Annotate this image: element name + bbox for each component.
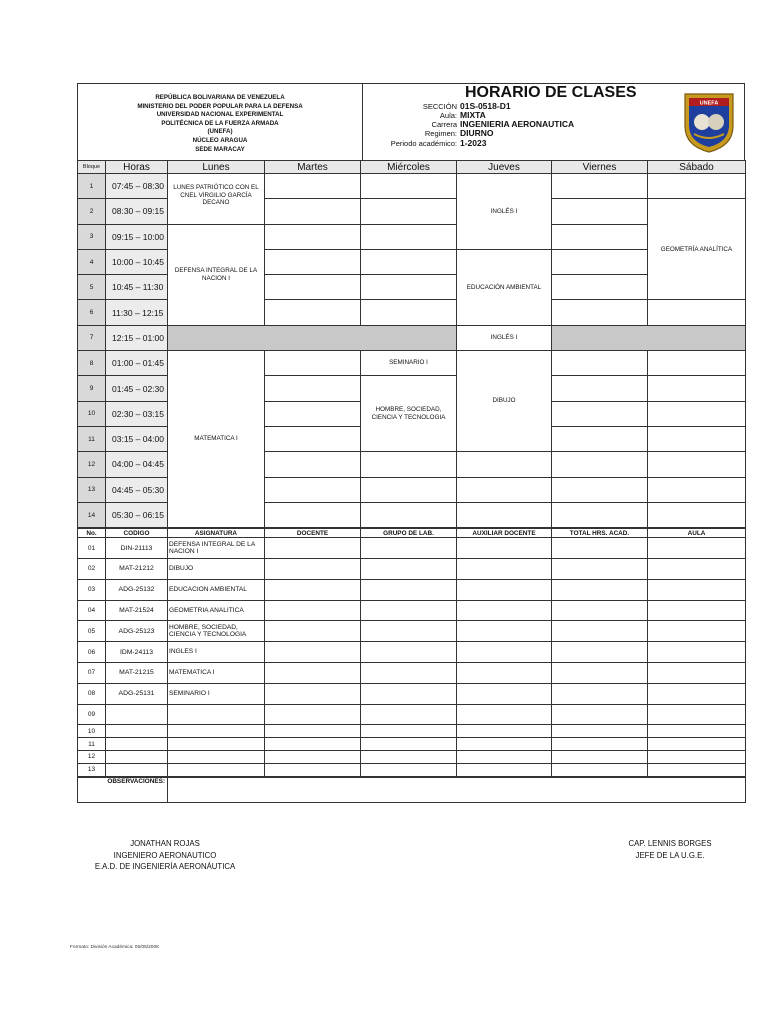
subject-name: DEFENSA INTEGRAL DE LA NACION I [168, 538, 265, 559]
subject-name [168, 750, 265, 763]
assistant-cell [457, 683, 552, 704]
total-hours-cell [552, 538, 648, 559]
aula-cell [648, 558, 746, 579]
total-hours-cell [552, 750, 648, 763]
subject-row [78, 642, 746, 663]
empty-cell [648, 300, 746, 325]
institution-line: REPÚBLICA BOLIVARIANA DE VENEZUELA [155, 94, 285, 101]
column-header: Martes [265, 161, 361, 174]
total-hours-cell [552, 579, 648, 600]
empty-cell [361, 275, 457, 300]
subject-name [168, 738, 265, 751]
observations-label: OBSERVACIONES: [78, 777, 168, 802]
empty-cell [361, 477, 457, 502]
subject-number: 08 [78, 683, 106, 704]
block-hours: 02:30 – 03:15 [106, 401, 168, 426]
empty-cell [552, 477, 648, 502]
class-cell: INGLÉS I [457, 174, 552, 250]
lab-group-cell [361, 704, 457, 725]
subject-number: 10 [78, 725, 106, 738]
block-hours: 07:45 – 08:30 [106, 174, 168, 199]
lab-group-cell [361, 738, 457, 751]
docente-cell [265, 725, 361, 738]
column-header: Sábado [648, 161, 746, 174]
empty-cell [265, 275, 361, 300]
unefa-seal-icon [682, 88, 736, 154]
subject-code: ADG-25132 [106, 579, 168, 600]
lab-group-cell [361, 642, 457, 663]
signature-line: JONATHAN ROJAS [130, 839, 200, 848]
institution-line: NÚCLEO ARAGUA [192, 136, 248, 144]
lab-group-cell [361, 579, 457, 600]
empty-cell [361, 224, 457, 249]
subject-code: ADG-25123 [106, 621, 168, 642]
assistant-cell [457, 538, 552, 559]
empty-cell [552, 199, 648, 224]
observations-row [78, 777, 746, 802]
subject-row [78, 763, 746, 776]
block-hours: 03:15 – 04:00 [106, 426, 168, 451]
docente-cell [265, 683, 361, 704]
observations-table [77, 777, 746, 803]
empty-cell [361, 502, 457, 527]
total-hours-cell [552, 600, 648, 621]
subject-code [106, 704, 168, 725]
total-hours-cell [552, 725, 648, 738]
block-hours: 01:00 – 01:45 [106, 351, 168, 376]
block-number: 10 [78, 401, 106, 426]
docente-cell [265, 621, 361, 642]
column-header: DOCENTE [265, 529, 361, 538]
block-number: 9 [78, 376, 106, 401]
schedule-row [78, 174, 746, 199]
docente-cell [265, 600, 361, 621]
empty-cell [552, 426, 648, 451]
lab-group-cell [361, 538, 457, 559]
subject-row [78, 558, 746, 579]
subject-number: 02 [78, 558, 106, 579]
column-header: Miércoles [361, 161, 457, 174]
lab-group-cell [361, 763, 457, 776]
institution-line: (UNEFA) [207, 128, 233, 136]
column-header: Lunes [168, 161, 265, 174]
subject-row [78, 538, 746, 559]
block-hours: 11:30 – 12:15 [106, 300, 168, 325]
empty-cell [361, 199, 457, 224]
aula-cell [648, 662, 746, 683]
empty-cell [552, 376, 648, 401]
docente-cell [265, 538, 361, 559]
signature-line: JEFE DE LA U.G.E. [635, 850, 705, 860]
assistant-cell [457, 750, 552, 763]
docente-cell [265, 738, 361, 751]
signature-left [80, 838, 250, 873]
empty-cell [265, 300, 361, 325]
subject-code: MAT-21215 [106, 662, 168, 683]
schedule-sheet [77, 83, 745, 803]
column-header: TOTAL HRS. ACAD. [552, 529, 648, 538]
column-header: CODIGO [106, 529, 168, 538]
class-cell: DEFENSA INTEGRAL DE LA NACION I [168, 224, 265, 325]
column-header: Jueves [457, 161, 552, 174]
block-number: 3 [78, 224, 106, 249]
subject-row [78, 725, 746, 738]
empty-cell [552, 174, 648, 199]
assistant-cell [457, 600, 552, 621]
institution-block [78, 84, 363, 160]
column-header: GRUPO DE LAB. [361, 529, 457, 538]
column-header: Bloque [78, 161, 106, 174]
break-cell [552, 325, 746, 350]
subject-number: 06 [78, 642, 106, 663]
empty-cell [457, 502, 552, 527]
block-hours: 10:45 – 11:30 [106, 275, 168, 300]
aula-cell [648, 704, 746, 725]
block-number: 8 [78, 351, 106, 376]
empty-cell [552, 351, 648, 376]
break-cell [168, 325, 457, 350]
empty-cell [265, 401, 361, 426]
field-regimen: Regimen: DIURNO [424, 128, 494, 138]
subject-row [78, 750, 746, 763]
subject-number: 05 [78, 621, 106, 642]
signature-line: E.A.D. DE INGENIERÍA AERONÁUTICA [94, 862, 236, 871]
empty-cell [552, 275, 648, 300]
format-footnote: Formato: División Académica: 05/05/2008 [70, 945, 159, 950]
aula-cell [648, 738, 746, 751]
empty-cell [265, 224, 361, 249]
empty-cell [265, 376, 361, 401]
field-periodo: Periodo académico: 1-2023 [390, 138, 487, 148]
aula-cell [648, 621, 746, 642]
schedule-table [77, 160, 746, 528]
subject-number: 04 [78, 600, 106, 621]
aula-cell [648, 750, 746, 763]
docente-cell [265, 750, 361, 763]
page-title: HORARIO DE CLASES [465, 84, 637, 101]
lab-group-cell [361, 725, 457, 738]
lab-group-cell [361, 683, 457, 704]
observations-field [168, 777, 746, 802]
subject-row [78, 704, 746, 725]
aula-cell [648, 725, 746, 738]
column-header: No. [78, 529, 106, 538]
class-cell: GEOMETRÍA ANALÍTICA [648, 199, 746, 300]
assistant-cell [457, 725, 552, 738]
subjects-header-row [78, 529, 746, 538]
total-hours-cell [552, 704, 648, 725]
subject-code [106, 738, 168, 751]
total-hours-cell [552, 763, 648, 776]
empty-cell [265, 452, 361, 477]
svg-text:UNEFA: UNEFA [699, 100, 719, 107]
total-hours-cell [552, 738, 648, 751]
subject-number: 11 [78, 738, 106, 751]
field-aula: Aula: MIXTA [439, 110, 486, 120]
block-number: 1 [78, 174, 106, 199]
empty-cell [648, 502, 746, 527]
block-number: 14 [78, 502, 106, 527]
assistant-cell [457, 662, 552, 683]
document-header [77, 83, 745, 160]
empty-cell [457, 477, 552, 502]
subject-name: EDUCACION AMBIENTAL [168, 579, 265, 600]
subject-code [106, 750, 168, 763]
aula-cell [648, 579, 746, 600]
empty-cell [361, 249, 457, 274]
total-hours-cell [552, 558, 648, 579]
column-header: AULA [648, 529, 746, 538]
subject-row [78, 579, 746, 600]
field-carrera: Carrera INGENIERIA AERONAUTICA [431, 119, 575, 129]
block-hours: 08:30 – 09:15 [106, 199, 168, 224]
assistant-cell [457, 621, 552, 642]
block-hours: 05:30 – 06:15 [106, 502, 168, 527]
signature-line: CAP. LENNIS BORGES [628, 839, 712, 848]
empty-cell [361, 174, 457, 199]
signature-right [600, 838, 740, 861]
class-cell: EDUCACIÓN AMBIENTAL [457, 249, 552, 325]
schedule-header-row [78, 161, 746, 174]
institution-line: SEDE MARACAY [195, 145, 245, 153]
subject-number: 13 [78, 763, 106, 776]
block-number: 13 [78, 477, 106, 502]
subject-number: 03 [78, 579, 106, 600]
empty-cell [265, 477, 361, 502]
empty-cell [265, 249, 361, 274]
empty-cell [361, 300, 457, 325]
subject-name: HOMBRE, SOCIEDAD, CIENCIA Y TECNOLOGIA [168, 621, 265, 642]
subject-row [78, 662, 746, 683]
aula-cell [648, 683, 746, 704]
empty-cell [648, 401, 746, 426]
block-number: 6 [78, 300, 106, 325]
institution-line: UNIVERSIDAD NACIONAL EXPERIMENTAL [156, 111, 284, 119]
docente-cell [265, 763, 361, 776]
block-number: 7 [78, 325, 106, 350]
class-cell: INGLÉS I [457, 325, 552, 350]
lab-group-cell [361, 558, 457, 579]
subject-number: 07 [78, 662, 106, 683]
subject-name: MATEMATICA I [168, 662, 265, 683]
block-hours: 09:15 – 10:00 [106, 224, 168, 249]
subject-row [78, 683, 746, 704]
assistant-cell [457, 579, 552, 600]
column-header: ASIGNATURA [168, 529, 265, 538]
assistant-cell [457, 763, 552, 776]
subject-name [168, 763, 265, 776]
subjects-table [77, 528, 746, 776]
empty-cell [361, 452, 457, 477]
total-hours-cell [552, 662, 648, 683]
subject-name: DIBUJO [168, 558, 265, 579]
docente-cell [265, 662, 361, 683]
empty-cell [552, 452, 648, 477]
subject-code: ADG-25131 [106, 683, 168, 704]
empty-cell [552, 502, 648, 527]
docente-cell [265, 579, 361, 600]
aula-cell [648, 538, 746, 559]
subject-row [78, 738, 746, 751]
assistant-cell [457, 642, 552, 663]
empty-cell [648, 351, 746, 376]
subject-name: INGLES I [168, 642, 265, 663]
empty-cell [648, 174, 746, 199]
subject-code [106, 725, 168, 738]
docente-cell [265, 704, 361, 725]
schedule-row-lunch [78, 325, 746, 350]
subject-row [78, 600, 746, 621]
subject-name [168, 725, 265, 738]
subject-name: GEOMETRIA ANALITICA [168, 600, 265, 621]
empty-cell [648, 452, 746, 477]
aula-cell [648, 642, 746, 663]
subject-number: 12 [78, 750, 106, 763]
empty-cell [265, 502, 361, 527]
column-header: AUXILIAR DOCENTE [457, 529, 552, 538]
column-header: Horas [106, 161, 168, 174]
class-cell: SEMINARIO I [361, 351, 457, 376]
empty-cell [552, 224, 648, 249]
institution-line: POLITÉCNICA DE LA FUERZA ARMADA [161, 119, 279, 127]
block-hours: 04:00 – 04:45 [106, 452, 168, 477]
field-seccion: SECCIÓN 01S-0518-D1 [422, 101, 511, 111]
empty-cell [552, 249, 648, 274]
schedule-row [78, 351, 746, 376]
block-number: 4 [78, 249, 106, 274]
total-hours-cell [552, 642, 648, 663]
assistant-cell [457, 704, 552, 725]
empty-cell [648, 376, 746, 401]
subject-code [106, 763, 168, 776]
subject-name: SEMINARIO I [168, 683, 265, 704]
docente-cell [265, 558, 361, 579]
subject-code: MAT-21524 [106, 600, 168, 621]
class-cell: DIBUJO [457, 351, 552, 452]
empty-cell [552, 300, 648, 325]
subject-number: 01 [78, 538, 106, 559]
lab-group-cell [361, 600, 457, 621]
empty-cell [265, 174, 361, 199]
class-cell: MATEMATICA I [168, 351, 265, 528]
empty-cell [648, 477, 746, 502]
empty-cell [457, 452, 552, 477]
block-number: 2 [78, 199, 106, 224]
empty-cell [648, 426, 746, 451]
empty-cell [265, 351, 361, 376]
block-hours: 12:15 – 01:00 [106, 325, 168, 350]
subject-code: MAT-21212 [106, 558, 168, 579]
block-hours: 04:45 – 05:30 [106, 477, 168, 502]
block-hours: 01:45 – 02:30 [106, 376, 168, 401]
aula-cell [648, 763, 746, 776]
institution-line: MINISTERIO DEL PODER POPULAR PARA LA DEFENSA [137, 102, 303, 110]
block-number: 12 [78, 452, 106, 477]
subject-number: 09 [78, 704, 106, 725]
block-number: 5 [78, 275, 106, 300]
empty-cell [265, 426, 361, 451]
empty-cell [265, 199, 361, 224]
lab-group-cell [361, 662, 457, 683]
aula-cell [648, 600, 746, 621]
total-hours-cell [552, 621, 648, 642]
column-header: Viernes [552, 161, 648, 174]
subject-row [78, 621, 746, 642]
class-cell: LUNES PATRIÓTICO CON EL CNEL VIRGILIO GARCÍA DECANO [168, 174, 265, 225]
assistant-cell [457, 558, 552, 579]
block-hours: 10:00 – 10:45 [106, 249, 168, 274]
empty-cell [552, 401, 648, 426]
class-cell: HOMBRE, SOCIEDAD, CIENCIA Y TECNOLOGIA [361, 376, 457, 452]
block-number: 11 [78, 426, 106, 451]
schedule-row [78, 224, 746, 249]
lab-group-cell [361, 621, 457, 642]
subject-code: IDM-24113 [106, 642, 168, 663]
total-hours-cell [552, 683, 648, 704]
subject-name [168, 704, 265, 725]
subject-code: DIN-21113 [106, 538, 168, 559]
assistant-cell [457, 738, 552, 751]
docente-cell [265, 642, 361, 663]
signature-line: INGENIERO AERONAUTICO [113, 850, 217, 860]
lab-group-cell [361, 750, 457, 763]
